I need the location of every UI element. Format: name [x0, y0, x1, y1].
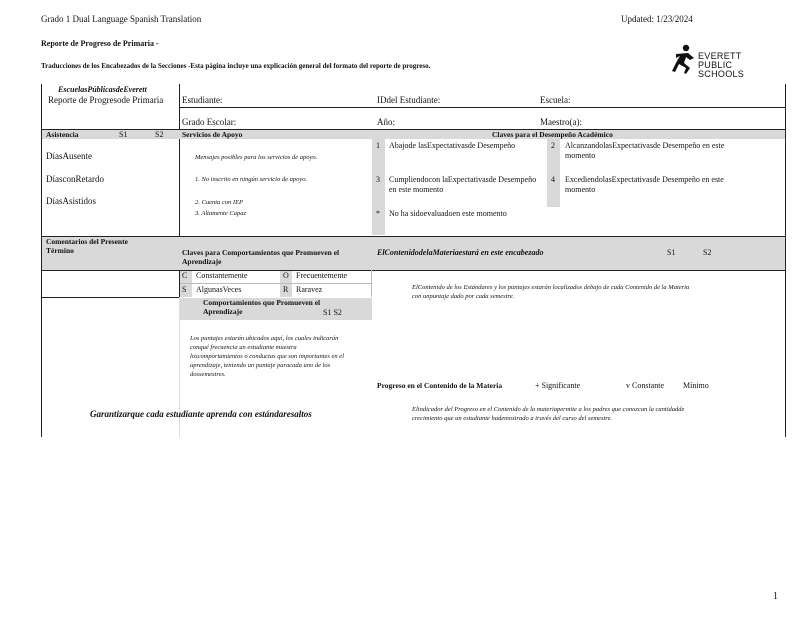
services-item: 3. Altamente Capaz [195, 210, 246, 217]
key-text: ExcediendolasExpectativasde Desempeño en este momento [565, 175, 724, 194]
behavior-key-text: Constantemente [196, 271, 248, 280]
content-s2: S2 [703, 248, 712, 257]
key-code: 2 [551, 141, 555, 150]
content-note: ElContenido de los Estándares y los puntajes estarán localizados debajo de cada Contenido de la Materia con unpuntaje dado por cada semestre. [412, 284, 690, 300]
behavior-key-code: R [283, 285, 289, 294]
services-intro: Mensajes posibles para los servicios de apoyo. [195, 154, 318, 161]
logo-text: EVERETT PUBLIC SCHOOLS [698, 51, 745, 79]
behaviors-header: Comportamientos que Promueven el Aprendizaje [203, 298, 321, 316]
grade-label: Grado Escolar: [182, 117, 237, 127]
updated-date: Updated: 1/23/2024 [621, 14, 693, 24]
key-code: 3 [376, 175, 380, 184]
attendance-s1: S1 [119, 130, 128, 139]
year-label: Año: [377, 117, 395, 127]
behavior-keys-header: Claves para Comportamientos que Promueven el Aprendizaje [182, 248, 340, 266]
behavior-key-text: AlgunasVeces [196, 285, 242, 294]
motto: Garantizarque cada estudiante aprenda con estándaresaltos [90, 409, 312, 419]
report-title: Reporte de Progreso de Primaria - [41, 39, 159, 48]
key-text: No ha sidoevaluadoen este momento [389, 209, 507, 218]
behavior-key-code: C [182, 271, 188, 280]
key-text: Cumpliendocon laExpectativasde Desempeño en este momento [389, 175, 537, 194]
behavior-key-text: Raravez [296, 285, 323, 294]
key-text: AlcanzandolasExpectativasde Desempeño en este momento [565, 141, 725, 160]
progress-minimum: Mínimo [683, 381, 709, 390]
services-header: Servicios de Apoyo [182, 130, 243, 139]
header-row-bg [42, 130, 785, 139]
school-label: Escuela: [540, 95, 571, 105]
keys-header: Claves para el Desempeño Académico [492, 130, 613, 139]
behaviors-note: Los puntajes estarán ubicados aquí, los cuales indicarán conqué frecuencia un estudiante muestra loscomportamientos o conductas que son importantes en el aprendizaje, teniendo un puntaje paracada uno de los dossemestres. [190, 335, 344, 378]
everett-logo [670, 44, 750, 78]
content-header: ElContenidodelaMateriaestará en este encabezado [377, 248, 544, 257]
key-code: 1 [376, 141, 380, 150]
page-number: 1 [773, 591, 778, 602]
attendance-row: DíasconRetardo [46, 174, 104, 184]
student-id-label: IDdel Estudiante: [377, 95, 441, 105]
teacher-label: Maestro(a): [540, 117, 582, 127]
progress-label: Progreso en el Contenido de la Materia [377, 381, 503, 390]
behaviors-s1s2: S1 S2 [323, 308, 342, 317]
content-s1: S1 [667, 248, 676, 257]
section-subtitle: Traducciones de los Encabezados de la Secciones -Esta página incluye una explicación general del formato del reporte de progreso. [41, 62, 431, 70]
runner-icon [670, 44, 700, 76]
behavior-key-code: S [182, 285, 187, 294]
attendance-row: DíasAusente [46, 151, 92, 161]
attendance-s2: S2 [155, 130, 164, 139]
key-text: Abajode lasExpectativasde Desempeño [389, 141, 516, 150]
services-item: 2. Cuenta con IEP [195, 199, 244, 206]
document-title: Grado 1 Dual Language Spanish Translation [41, 14, 202, 24]
student-label: Estudiante: [182, 95, 223, 105]
services-item: 1. No inscrito en ningún servicio de apoyo. [195, 176, 308, 183]
district-name: EscuelasPúblicasdeEverett [58, 85, 147, 94]
report-name: Reporte de Progresode Primaria [48, 95, 164, 105]
key-code: * [376, 209, 380, 218]
progress-significant: + Significante [535, 381, 581, 390]
attendance-row: DíasAsistidos [46, 196, 97, 206]
behavior-key-text: Frecuentemente [296, 271, 348, 280]
key-code: 4 [551, 175, 555, 184]
comments-header: Comentarios del Presente Término [46, 237, 128, 255]
progress-constant: v Constante [626, 381, 664, 390]
behavior-key-code: O [283, 271, 289, 280]
progress-note: Elindicador del Progreso en el Contenido de la materiapermite a los padres que conozcan la cantidadde crecimiento que un estudiante hademostrado a través del curso del semestre. [412, 406, 685, 422]
attendance-header: Asistencia [46, 130, 79, 139]
